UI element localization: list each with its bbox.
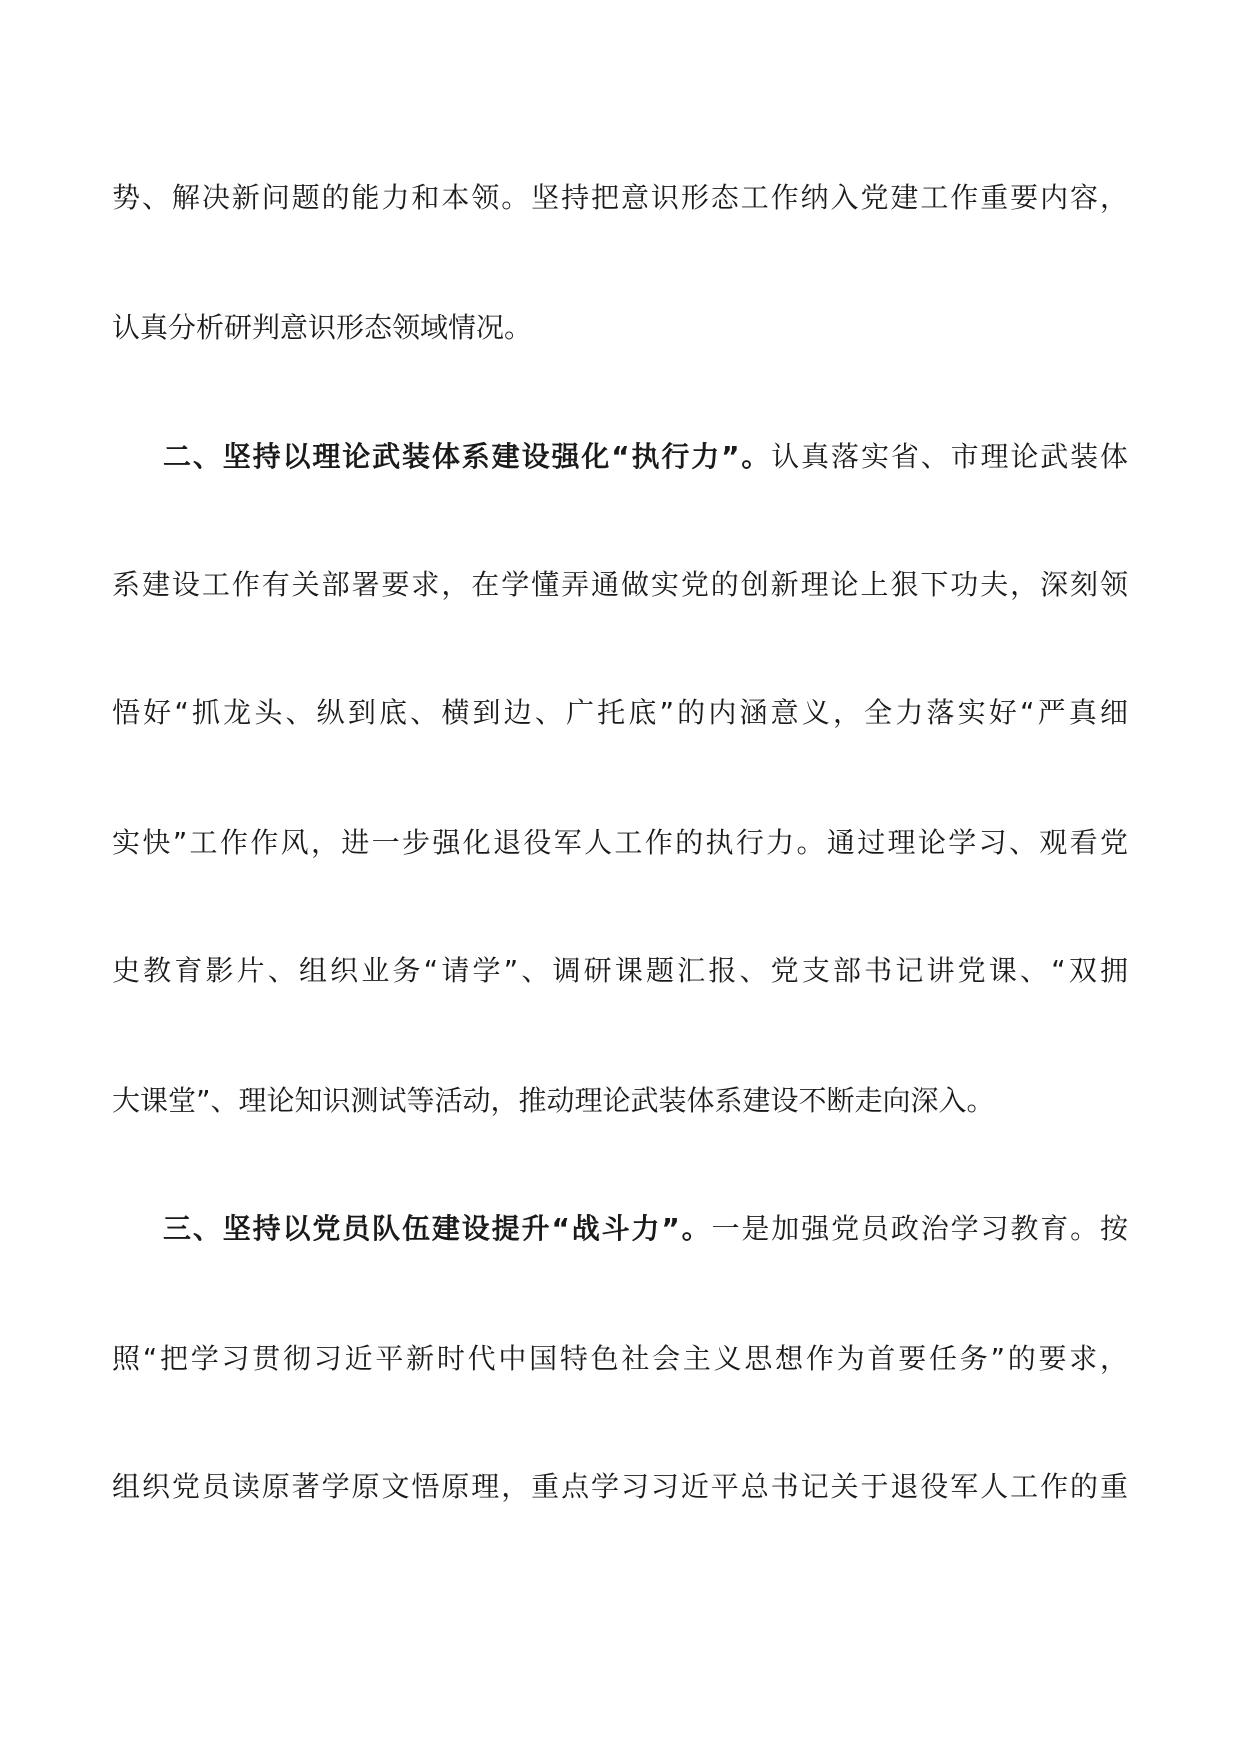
paragraph-line: 大课堂”、理论知识测试等活动，推动理论武装体系建设不断走向深入。 [112,1084,995,1117]
paragraph-line: 悟好“抓龙头、纵到底、横到边、广托底”的内涵意义，全力落实好“严真细 [112,696,1128,729]
paragraph-line: 认真分析研判意识形态领域情况。 [112,311,533,344]
section-2-first-line [163,432,1128,482]
paragraph-line: 组织党员读原著学原文悟原理，重点学习习近平总书记关于退役军人工作的重 [112,1470,1128,1503]
paragraph-line: 系建设工作有关部署要求，在学懂弄通做实党的创新理论上狠下功夫，深刻领 [112,568,1128,601]
paragraph-line: 势、解决新问题的能力和本领。坚持把意识形态工作纳入党建工作重要内容， [112,181,1128,214]
section-3-text: 一是加强党员政治学习教育。按 [711,1212,1128,1245]
section-2-text: 认真落实省、市理论武装体 [771,440,1128,473]
section-3-first-line [163,1204,1128,1254]
paragraph-line: 实快”工作作风，进一步强化退役军人工作的执行力。通过理论学习、观看党 [112,826,1128,859]
paragraph-line: 照“把学习贯彻习近平新时代中国特色社会主义思想作为首要任务”的要求， [112,1342,1128,1375]
section-3-heading: 三、坚持以党员队伍建设提升“战斗力”。 [163,1212,712,1245]
section-2-heading: 二、坚持以理论武装体系建设强化“执行力”。 [163,440,772,473]
paragraph-line: 史教育影片、组织业务“请学”、调研课题汇报、党支部书记讲党课、“双拥 [112,954,1128,987]
